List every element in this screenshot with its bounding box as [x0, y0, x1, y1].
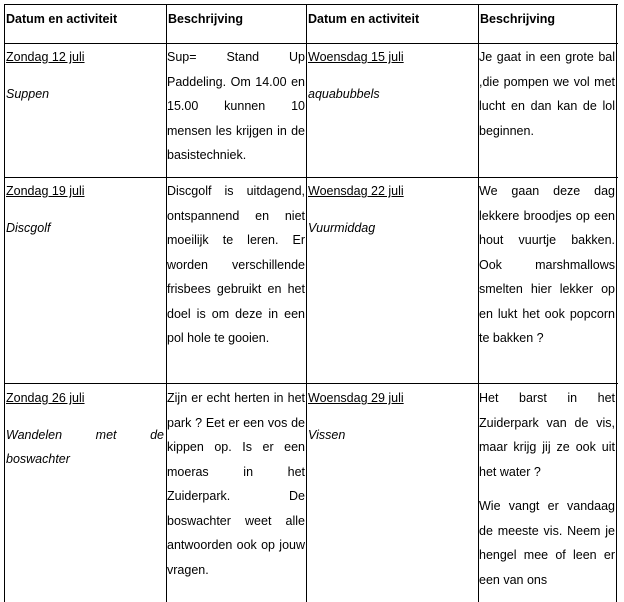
activity-table — [4, 4, 618, 602]
header-description-2: Beschrijving — [480, 12, 556, 26]
event-activity: Wandelen met de boswachter — [6, 427, 164, 466]
event-activity: Suppen — [6, 86, 50, 101]
header-row-border — [4, 43, 618, 44]
event-description-extra: Wie vangt er vandaag de meeste vis. Neem je hengel mee of leen er een van ons — [479, 499, 615, 587]
table-divider-2 — [306, 4, 307, 602]
row-2-border — [4, 383, 618, 384]
event-date: Woensdag 22 juli — [308, 184, 404, 198]
row-1-border — [4, 177, 618, 178]
header-date-activity-1: Datum en activiteit — [6, 12, 118, 26]
event-date: Zondag 26 juli — [6, 391, 85, 405]
table-border-right — [616, 4, 617, 602]
event-activity: aquabubbels — [308, 86, 380, 101]
row-2-left-description: Discgolf is uitdagend, ontspannend en niet moeilijk te leren. Er worden verschillende frisbees gebruikt en het doel is om deze in een pol hole te gooien. — [167, 184, 305, 345]
event-date: Woensdag 29 juli — [308, 391, 404, 405]
event-activity: Vissen — [308, 427, 346, 442]
row-3-left-description: Zijn er echt herten in het park ? Eet er een vos de kippen op. Is er een moeras in het Zuiderpark. De boswachter weet alle antwoorden ook op jouw vragen. — [167, 391, 305, 577]
row-1-right-description: Je gaat in een grote bal ,die pompen we vol met lucht en dan kan de lol beginnen. — [479, 50, 615, 138]
header-description-1: Beschrijving — [168, 12, 244, 26]
table-border-left — [4, 4, 5, 602]
row-2-right-cell — [308, 179, 476, 240]
table-border-top — [4, 4, 618, 5]
row-3-left-cell — [6, 386, 164, 472]
event-date: Woensdag 15 juli — [308, 50, 404, 64]
event-activity: Discgolf — [6, 220, 51, 235]
event-date: Zondag 12 juli — [6, 50, 85, 64]
row-3-right-cell — [308, 386, 476, 447]
row-3-right-cell-description — [479, 386, 615, 592]
row-1-left-description: Sup= Stand Up Paddeling. Om 14.00 en 15.00 kunnen 10 mensen les krijgen in de basistechniek. — [167, 50, 305, 162]
event-activity: Vuurmiddag — [308, 220, 376, 235]
event-date: Zondag 19 juli — [6, 184, 85, 198]
header-date-activity-2: Datum en activiteit — [308, 12, 420, 26]
event-description: Het barst in het Zuiderpark van de vis, maar krijg jij ze ook uit het water ? — [479, 391, 615, 479]
row-1-left-cell — [6, 45, 164, 106]
row-1-right-cell — [308, 45, 476, 106]
row-2-right-description: We gaan deze dag lekkere broodjes op een hout vuurtje bakken. Ook marshmallows smelten hier lekker op en lukt het ook popcorn te bakken ? — [479, 184, 615, 345]
row-2-left-cell — [6, 179, 164, 240]
